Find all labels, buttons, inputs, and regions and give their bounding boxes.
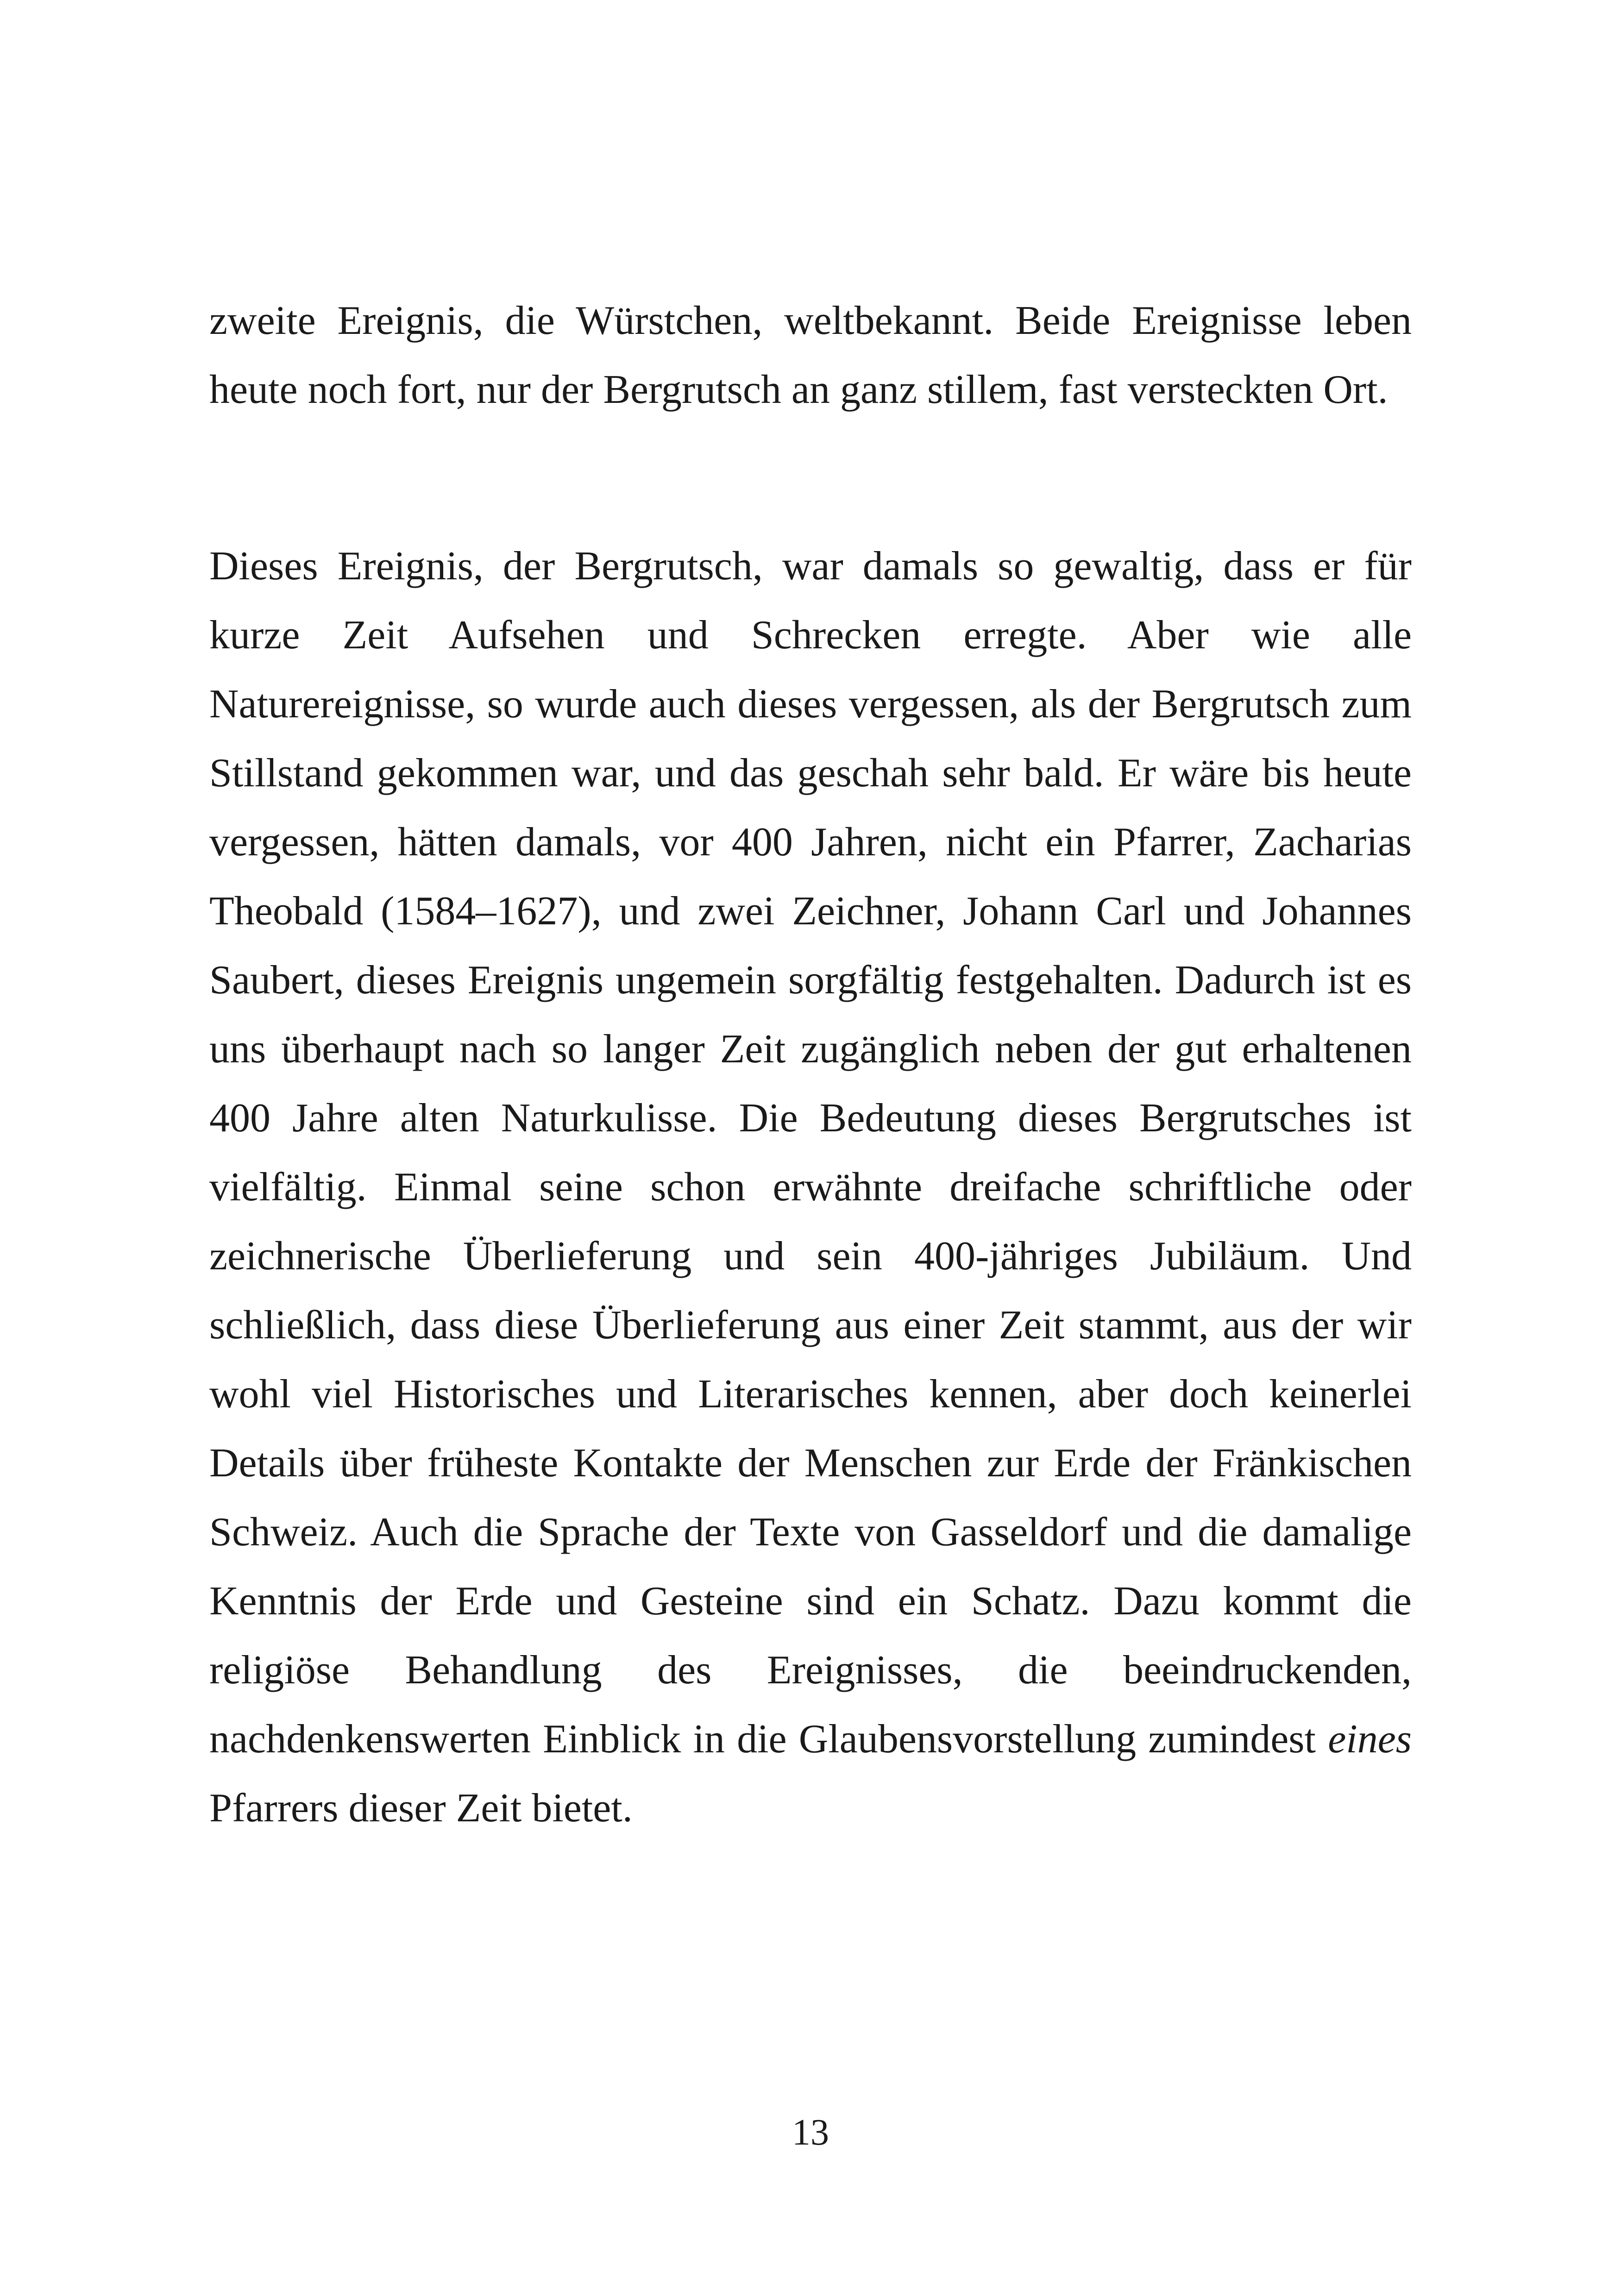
page-number: 13: [792, 2112, 829, 2153]
paragraph-2-text: Dieses Ereignis, der Bergrutsch, war damals so gewaltig, dass er für kurze Zeit Aufsehen und Schrecken erregte. Aber wie alle Naturereignisse, so wurde auch dieses vergessen, als der Bergrutsch zum Stillstand gekommen war, und das geschah sehr bald. Er wäre bis heute vergessen, hätten damals, vor 400 Jahren, nicht ein Pfarrer, Zacharias Theobald (1584–1627), und zwei Zeichner, Johann Carl und Johannes Saubert, dieses Ereignis ungemein sorgfältig festgehalten. Dadurch ist es uns überhaupt nach so langer Zeit zugänglich neben der gut erhaltenen 400 Jahre alten Naturkulisse. Die Bedeutung dieses Bergrutsches ist vielfältig. Einmal seine schon erwähnte dreifache schriftliche oder zeichnerische Überlieferung und sein 400-jähriges Jubiläum. Und schließlich, dass diese Überlieferung aus einer Zeit stammt, aus der wir wohl viel Historisches und Literarisches kennen, aber doch keinerlei Details über früheste Kontakte der Menschen zur Erde der Fränkischen Schweiz. Auch die Sprache der Texte von Gasseldorf und die damalige Kenntnis der Erde und Gesteine sind ein Schatz. Dazu kommt die religiöse Behandlung des Ereignisses, die beeindruckenden, nachdenkenswerten Einblick in die Glaubensvorstellung zumindest: [209, 544, 1412, 1762]
paragraph-2-text-end: Pfarrers dieser Zeit bietet.: [209, 1786, 633, 1831]
body-paragraph-2: [209, 532, 1412, 1843]
body-paragraph-1: zweite Ereignis, die Würstchen, weltbekannt. Beide Ereignisse leben heute noch fort, nur der Bergrutsch an ganz stillem, fast versteckten Ort.: [209, 298, 1412, 412]
paragraph-2-emphasis: eines: [1328, 1717, 1412, 1762]
